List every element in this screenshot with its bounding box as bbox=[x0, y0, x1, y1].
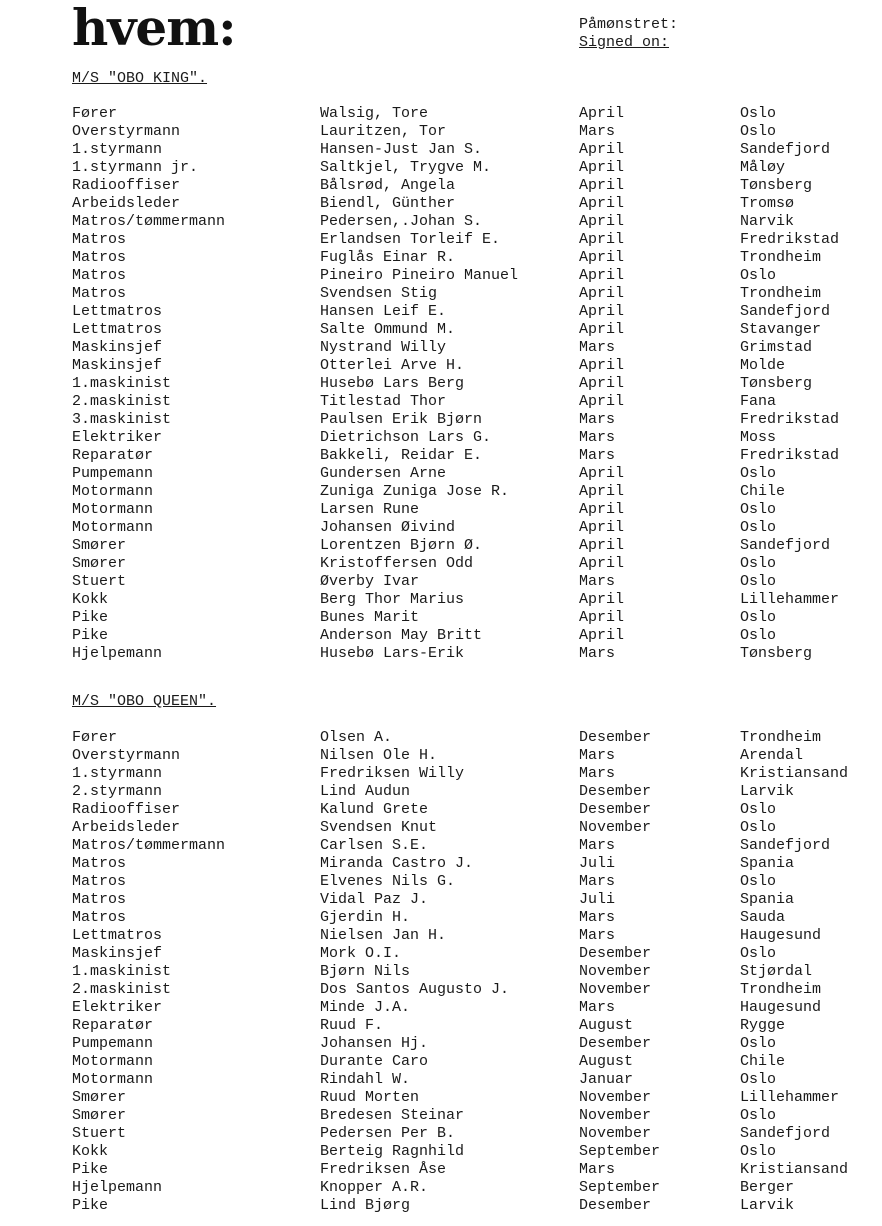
crew-rank: Hjelpemann bbox=[72, 1179, 163, 1196]
crew-row bbox=[0, 1161, 882, 1179]
crew-row bbox=[0, 999, 882, 1017]
crew-name: Johansen Øivind bbox=[320, 519, 456, 536]
crew-name: Zuniga Zuniga Jose R. bbox=[320, 483, 510, 500]
crew-rank: Matros bbox=[72, 285, 127, 302]
crew-row bbox=[0, 1017, 882, 1035]
crew-hometown: Lillehammer bbox=[740, 591, 840, 608]
signed-on-month: August bbox=[579, 1053, 634, 1070]
crew-row bbox=[0, 837, 882, 855]
crew-rank: Pike bbox=[72, 1161, 109, 1178]
signed-on-month: September bbox=[579, 1179, 661, 1196]
crew-hometown: Fredrikstad bbox=[740, 411, 840, 428]
crew-hometown: Stjørdal bbox=[740, 963, 813, 980]
crew-rank: Matros/tømmermann bbox=[72, 213, 226, 230]
crew-rank: 1.styrmann bbox=[72, 141, 163, 158]
crew-name: Salte Ommund M. bbox=[320, 321, 456, 338]
crew-row bbox=[0, 411, 882, 429]
crew-row bbox=[0, 729, 882, 747]
crew-hometown: Oslo bbox=[740, 1143, 777, 1160]
crew-rank: Smører bbox=[72, 1107, 127, 1124]
crew-name: Bjørn Nils bbox=[320, 963, 411, 980]
crew-hometown: Måløy bbox=[740, 159, 786, 176]
crew-row bbox=[0, 447, 882, 465]
crew-row bbox=[0, 873, 882, 891]
crew-name: Minde J.A. bbox=[320, 999, 411, 1016]
crew-rank: Matros bbox=[72, 267, 127, 284]
signed-on-month: Juli bbox=[579, 891, 616, 908]
crew-rank: Overstyrmann bbox=[72, 747, 181, 764]
crew-rank: Smører bbox=[72, 1089, 127, 1106]
crew-row bbox=[0, 537, 882, 555]
signed-on-month: April bbox=[579, 285, 625, 302]
crew-row bbox=[0, 963, 882, 981]
crew-name: Biendl, Günther bbox=[320, 195, 456, 212]
crew-hometown: Sandefjord bbox=[740, 303, 831, 320]
crew-hometown: Fana bbox=[740, 393, 777, 410]
crew-rank: Reparatør bbox=[72, 1017, 154, 1034]
crew-row bbox=[0, 393, 882, 411]
crew-hometown: Molde bbox=[740, 357, 786, 374]
crew-name: Bunes Marit bbox=[320, 609, 420, 626]
crew-hometown: Tønsberg bbox=[740, 375, 813, 392]
signed-on-month: April bbox=[579, 321, 625, 338]
crew-row bbox=[0, 195, 882, 213]
crew-rank: Matros bbox=[72, 249, 127, 266]
crew-name: Olsen A. bbox=[320, 729, 393, 746]
crew-rank: Motormann bbox=[72, 519, 154, 536]
crew-rank: Smører bbox=[72, 555, 127, 572]
crew-row bbox=[0, 123, 882, 141]
crew-row bbox=[0, 645, 882, 663]
crew-name: Berg Thor Marius bbox=[320, 591, 465, 608]
crew-row bbox=[0, 1197, 882, 1215]
crew-row bbox=[0, 909, 882, 927]
crew-row bbox=[0, 1143, 882, 1161]
crew-name: Gjerdin H. bbox=[320, 909, 411, 926]
crew-name: Saltkjel, Trygve M. bbox=[320, 159, 492, 176]
crew-row bbox=[0, 375, 882, 393]
crew-row bbox=[0, 573, 882, 591]
crew-name: Knopper A.R. bbox=[320, 1179, 429, 1196]
crew-hometown: Oslo bbox=[740, 801, 777, 818]
signed-on-month: Desember bbox=[579, 945, 652, 962]
crew-hometown: Oslo bbox=[740, 105, 777, 122]
signed-on-month: April bbox=[579, 483, 625, 500]
crew-hometown: Tønsberg bbox=[740, 645, 813, 662]
signed-on-month: April bbox=[579, 141, 625, 158]
crew-row bbox=[0, 231, 882, 249]
signed-on-month: Mars bbox=[579, 927, 616, 944]
crew-name: Øverby Ivar bbox=[320, 573, 420, 590]
crew-row bbox=[0, 303, 882, 321]
signed-on-month: Desember bbox=[579, 1197, 652, 1214]
signed-on-month: Desember bbox=[579, 801, 652, 818]
crew-hometown: Tromsø bbox=[740, 195, 795, 212]
crew-name: Fredriksen Åse bbox=[320, 1161, 447, 1178]
crew-row bbox=[0, 945, 882, 963]
crew-name: Hansen Leif E. bbox=[320, 303, 447, 320]
crew-name: Berteig Ragnhild bbox=[320, 1143, 465, 1160]
crew-rank: 1.styrmann bbox=[72, 765, 163, 782]
crew-name: Nielsen Jan H. bbox=[320, 927, 447, 944]
crew-rank: Matros bbox=[72, 909, 127, 926]
ship-title-obo-queen: M/S "OBO QUEEN". bbox=[72, 693, 217, 710]
crew-name: Husebø Lars-Erik bbox=[320, 645, 465, 662]
crew-row bbox=[0, 465, 882, 483]
crew-rank: Arbeidsleder bbox=[72, 819, 181, 836]
crew-hometown: Arendal bbox=[740, 747, 804, 764]
signed-on-month: Mars bbox=[579, 837, 616, 854]
crew-row bbox=[0, 357, 882, 375]
signed-on-month: April bbox=[579, 519, 625, 536]
crew-row bbox=[0, 249, 882, 267]
crew-rank: Radiooffiser bbox=[72, 801, 181, 818]
crew-row bbox=[0, 285, 882, 303]
crew-rank: Lettmatros bbox=[72, 321, 163, 338]
crew-name: Pedersen Per B. bbox=[320, 1125, 456, 1142]
signed-on-month: April bbox=[579, 375, 625, 392]
crew-rank: 2.maskinist bbox=[72, 981, 172, 998]
crew-name: Otterlei Arve H. bbox=[320, 357, 465, 374]
crew-hometown: Trondheim bbox=[740, 285, 822, 302]
crew-hometown: Oslo bbox=[740, 1071, 777, 1088]
crew-row bbox=[0, 1107, 882, 1125]
crew-name: Paulsen Erik Bjørn bbox=[320, 411, 483, 428]
crew-hometown: Rygge bbox=[740, 1017, 786, 1034]
crew-hometown: Sandefjord bbox=[740, 141, 831, 158]
crew-hometown: Sandefjord bbox=[740, 837, 831, 854]
crew-hometown: Spania bbox=[740, 891, 795, 908]
signed-on-month: Mars bbox=[579, 447, 616, 464]
crew-row bbox=[0, 609, 882, 627]
signed-on-month: September bbox=[579, 1143, 661, 1160]
crew-name: Ruud Morten bbox=[320, 1089, 420, 1106]
crew-row bbox=[0, 981, 882, 999]
crew-hometown: Oslo bbox=[740, 609, 777, 626]
signed-on-month: April bbox=[579, 501, 625, 518]
signed-on-month: April bbox=[579, 465, 625, 482]
crew-rank: 3.maskinist bbox=[72, 411, 172, 428]
crew-name: Mork O.I. bbox=[320, 945, 402, 962]
crew-rank: 1.styrmann jr. bbox=[72, 159, 199, 176]
crew-rank: Reparatør bbox=[72, 447, 154, 464]
signed-on-month: April bbox=[579, 231, 625, 248]
crew-name: Pedersen,.Johan S. bbox=[320, 213, 483, 230]
signed-on-month: November bbox=[579, 1089, 652, 1106]
crew-hometown: Oslo bbox=[740, 519, 777, 536]
crew-hometown: Haugesund bbox=[740, 927, 822, 944]
crew-rank: Hjelpemann bbox=[72, 645, 163, 662]
crew-row bbox=[0, 1179, 882, 1197]
signed-on-month: April bbox=[579, 249, 625, 266]
crew-rank: Pike bbox=[72, 1197, 109, 1214]
crew-hometown: Oslo bbox=[740, 945, 777, 962]
crew-name: Lind Audun bbox=[320, 783, 411, 800]
crew-hometown: Kristiansand bbox=[740, 1161, 849, 1178]
crew-name: Nystrand Willy bbox=[320, 339, 447, 356]
crew-rank: 2.maskinist bbox=[72, 393, 172, 410]
crew-rank: Lettmatros bbox=[72, 303, 163, 320]
signed-on-month: April bbox=[579, 159, 625, 176]
crew-rank: Fører bbox=[72, 729, 118, 746]
crew-hometown: Oslo bbox=[740, 267, 777, 284]
crew-name: Larsen Rune bbox=[320, 501, 420, 518]
crew-rank: 1.maskinist bbox=[72, 963, 172, 980]
crew-row bbox=[0, 105, 882, 123]
crew-hometown: Grimstad bbox=[740, 339, 813, 356]
signed-on-month: April bbox=[579, 555, 625, 572]
crew-hometown: Fredrikstad bbox=[740, 447, 840, 464]
crew-row bbox=[0, 927, 882, 945]
signed-on-month: Mars bbox=[579, 999, 616, 1016]
crew-name: Elvenes Nils G. bbox=[320, 873, 456, 890]
crew-hometown: Chile bbox=[740, 1053, 786, 1070]
signed-on-month: Mars bbox=[579, 645, 616, 662]
crew-hometown: Sauda bbox=[740, 909, 786, 926]
crew-rank: Radiooffiser bbox=[72, 177, 181, 194]
crew-row bbox=[0, 501, 882, 519]
signed-on-month: November bbox=[579, 981, 652, 998]
signed-on-month: April bbox=[579, 627, 625, 644]
crew-name: Rindahl W. bbox=[320, 1071, 411, 1088]
crew-rank: Stuert bbox=[72, 1125, 127, 1142]
crew-hometown: Kristiansand bbox=[740, 765, 849, 782]
crew-rank: Matros/tømmermann bbox=[72, 837, 226, 854]
crew-rank: Elektriker bbox=[72, 429, 163, 446]
crew-row bbox=[0, 747, 882, 765]
crew-hometown: Oslo bbox=[740, 627, 777, 644]
signed-on-month: Mars bbox=[579, 339, 616, 356]
crew-rank: Maskinsjef bbox=[72, 945, 163, 962]
crew-rank: Matros bbox=[72, 873, 127, 890]
crew-rank: Maskinsjef bbox=[72, 339, 163, 356]
crew-name: Bakkeli, Reidar E. bbox=[320, 447, 483, 464]
crew-name: Miranda Castro J. bbox=[320, 855, 474, 872]
signed-on-month: November bbox=[579, 819, 652, 836]
signed-on-month: April bbox=[579, 213, 625, 230]
crew-row bbox=[0, 483, 882, 501]
crew-row bbox=[0, 267, 882, 285]
signed-on-month: Desember bbox=[579, 783, 652, 800]
signed-on-month: April bbox=[579, 177, 625, 194]
crew-rank: Pumpemann bbox=[72, 1035, 154, 1052]
signed-on-month: Mars bbox=[579, 1161, 616, 1178]
crew-rank: Arbeidsleder bbox=[72, 195, 181, 212]
signed-on-month: April bbox=[579, 105, 625, 122]
crew-row bbox=[0, 801, 882, 819]
crew-hometown: Fredrikstad bbox=[740, 231, 840, 248]
crew-row bbox=[0, 519, 882, 537]
crew-row bbox=[0, 627, 882, 645]
crew-hometown: Sandefjord bbox=[740, 1125, 831, 1142]
signed-on-month: Januar bbox=[579, 1071, 634, 1088]
crew-hometown: Trondheim bbox=[740, 729, 822, 746]
crew-hometown: Oslo bbox=[740, 123, 777, 140]
crew-name: Fuglås Einar R. bbox=[320, 249, 456, 266]
crew-hometown: Oslo bbox=[740, 1107, 777, 1124]
crew-row bbox=[0, 1125, 882, 1143]
crew-row bbox=[0, 213, 882, 231]
crew-name: Hansen-Just Jan S. bbox=[320, 141, 483, 158]
crew-name: Bredesen Steinar bbox=[320, 1107, 465, 1124]
crew-hometown: Narvik bbox=[740, 213, 795, 230]
signed-on-month: April bbox=[579, 609, 625, 626]
crew-name: Dietrichson Lars G. bbox=[320, 429, 492, 446]
signed-on-month: Juli bbox=[579, 855, 616, 872]
signed-on-month: April bbox=[579, 357, 625, 374]
crew-name: Nilsen Ole H. bbox=[320, 747, 438, 764]
signed-on-month: Mars bbox=[579, 747, 616, 764]
crew-row bbox=[0, 339, 882, 357]
crew-row bbox=[0, 819, 882, 837]
crew-name: Kalund Grete bbox=[320, 801, 429, 818]
signed-on-month: Desember bbox=[579, 729, 652, 746]
crew-row bbox=[0, 141, 882, 159]
crew-rank: Elektriker bbox=[72, 999, 163, 1016]
crew-hometown: Oslo bbox=[740, 1035, 777, 1052]
signed-on-month: November bbox=[579, 1107, 652, 1124]
signed-on-header bbox=[579, 16, 678, 52]
crew-row bbox=[0, 429, 882, 447]
signed-on-month: Mars bbox=[579, 909, 616, 926]
signed-label-english: Signed on: bbox=[579, 34, 670, 51]
crew-name: Kristoffersen Odd bbox=[320, 555, 474, 572]
crew-row bbox=[0, 891, 882, 909]
crew-rank: Motormann bbox=[72, 483, 154, 500]
crew-row bbox=[0, 321, 882, 339]
crew-row bbox=[0, 555, 882, 573]
signed-on-month: Mars bbox=[579, 765, 616, 782]
signed-on-month: August bbox=[579, 1017, 634, 1034]
crew-name: Bålsrød, Angela bbox=[320, 177, 456, 194]
crew-hometown: Oslo bbox=[740, 819, 777, 836]
crew-rank: Kokk bbox=[72, 591, 109, 608]
crew-hometown: Oslo bbox=[740, 873, 777, 890]
signed-on-month: April bbox=[579, 537, 625, 554]
crew-name: Anderson May Britt bbox=[320, 627, 483, 644]
crew-hometown: Oslo bbox=[740, 573, 777, 590]
crew-name: Durante Caro bbox=[320, 1053, 429, 1070]
crew-hometown: Haugesund bbox=[740, 999, 822, 1016]
crew-rank: 2.styrmann bbox=[72, 783, 163, 800]
crew-name: Vidal Paz J. bbox=[320, 891, 429, 908]
crew-hometown: Tønsberg bbox=[740, 177, 813, 194]
crew-name: Titlestad Thor bbox=[320, 393, 447, 410]
signed-on-month: April bbox=[579, 267, 625, 284]
crew-row bbox=[0, 1089, 882, 1107]
signed-label-norwegian: Påmønstret: bbox=[579, 16, 679, 33]
crew-rank: Matros bbox=[72, 891, 127, 908]
crew-name: Johansen Hj. bbox=[320, 1035, 429, 1052]
crew-rank: Pike bbox=[72, 609, 109, 626]
crew-rank: Kokk bbox=[72, 1143, 109, 1160]
crew-rank: Motormann bbox=[72, 1071, 154, 1088]
crew-row bbox=[0, 1035, 882, 1053]
signed-on-month: April bbox=[579, 303, 625, 320]
crew-rank: Smører bbox=[72, 537, 127, 554]
crew-rank: 1.maskinist bbox=[72, 375, 172, 392]
crew-rank: Pike bbox=[72, 627, 109, 644]
ship-title-obo-king: M/S "OBO KING". bbox=[72, 70, 208, 87]
crew-name: Fredriksen Willy bbox=[320, 765, 465, 782]
crew-name: Svendsen Knut bbox=[320, 819, 438, 836]
crew-hometown: Trondheim bbox=[740, 981, 822, 998]
crew-rank: Pumpemann bbox=[72, 465, 154, 482]
crew-rank: Matros bbox=[72, 855, 127, 872]
signed-on-month: Mars bbox=[579, 429, 616, 446]
crew-name: Lind Bjørg bbox=[320, 1197, 411, 1214]
crew-name: Walsig, Tore bbox=[320, 105, 429, 122]
crew-hometown: Larvik bbox=[740, 783, 795, 800]
crew-row bbox=[0, 1053, 882, 1071]
crew-hometown: Oslo bbox=[740, 555, 777, 572]
crew-hometown: Chile bbox=[740, 483, 786, 500]
signed-on-month: April bbox=[579, 195, 625, 212]
crew-name: Carlsen S.E. bbox=[320, 837, 429, 854]
crew-rank: Fører bbox=[72, 105, 118, 122]
crew-row bbox=[0, 591, 882, 609]
signed-on-month: Mars bbox=[579, 123, 616, 140]
crew-rank: Matros bbox=[72, 231, 127, 248]
crew-hometown: Stavanger bbox=[740, 321, 822, 338]
crew-row bbox=[0, 159, 882, 177]
crew-name: Pineiro Pineiro Manuel bbox=[320, 267, 519, 284]
crew-hometown: Larvik bbox=[740, 1197, 795, 1214]
crew-hometown: Berger bbox=[740, 1179, 795, 1196]
signed-on-month: November bbox=[579, 1125, 652, 1142]
crew-hometown: Sandefjord bbox=[740, 537, 831, 554]
crew-name: Gundersen Arne bbox=[320, 465, 447, 482]
signed-on-month: Desember bbox=[579, 1035, 652, 1052]
crew-rank: Maskinsjef bbox=[72, 357, 163, 374]
signed-on-month: Mars bbox=[579, 573, 616, 590]
crew-name: Dos Santos Augusto J. bbox=[320, 981, 510, 998]
crew-name: Svendsen Stig bbox=[320, 285, 438, 302]
crew-hometown: Lillehammer bbox=[740, 1089, 840, 1106]
crew-hometown: Trondheim bbox=[740, 249, 822, 266]
crew-hometown: Moss bbox=[740, 429, 777, 446]
crew-name: Husebø Lars Berg bbox=[320, 375, 465, 392]
signed-on-month: November bbox=[579, 963, 652, 980]
crew-row bbox=[0, 765, 882, 783]
crew-hometown: Oslo bbox=[740, 501, 777, 518]
hvem-logo: hvem: bbox=[72, 0, 236, 57]
crew-rank: Lettmatros bbox=[72, 927, 163, 944]
crew-row bbox=[0, 783, 882, 801]
signed-on-month: Mars bbox=[579, 411, 616, 428]
crew-list-obo-king bbox=[0, 105, 882, 663]
crew-name: Lauritzen, Tor bbox=[320, 123, 447, 140]
crew-name: Lorentzen Bjørn Ø. bbox=[320, 537, 483, 554]
crew-row bbox=[0, 855, 882, 873]
crew-name: Ruud F. bbox=[320, 1017, 384, 1034]
crew-rank: Overstyrmann bbox=[72, 123, 181, 140]
crew-hometown: Spania bbox=[740, 855, 795, 872]
signed-on-month: April bbox=[579, 591, 625, 608]
signed-on-month: Mars bbox=[579, 873, 616, 890]
crew-list-obo-queen bbox=[0, 729, 882, 1215]
crew-name: Erlandsen Torleif E. bbox=[320, 231, 501, 248]
crew-hometown: Oslo bbox=[740, 465, 777, 482]
crew-rank: Motormann bbox=[72, 1053, 154, 1070]
crew-row bbox=[0, 1071, 882, 1089]
crew-rank: Motormann bbox=[72, 501, 154, 518]
crew-rank: Stuert bbox=[72, 573, 127, 590]
signed-on-month: April bbox=[579, 393, 625, 410]
crew-row bbox=[0, 177, 882, 195]
